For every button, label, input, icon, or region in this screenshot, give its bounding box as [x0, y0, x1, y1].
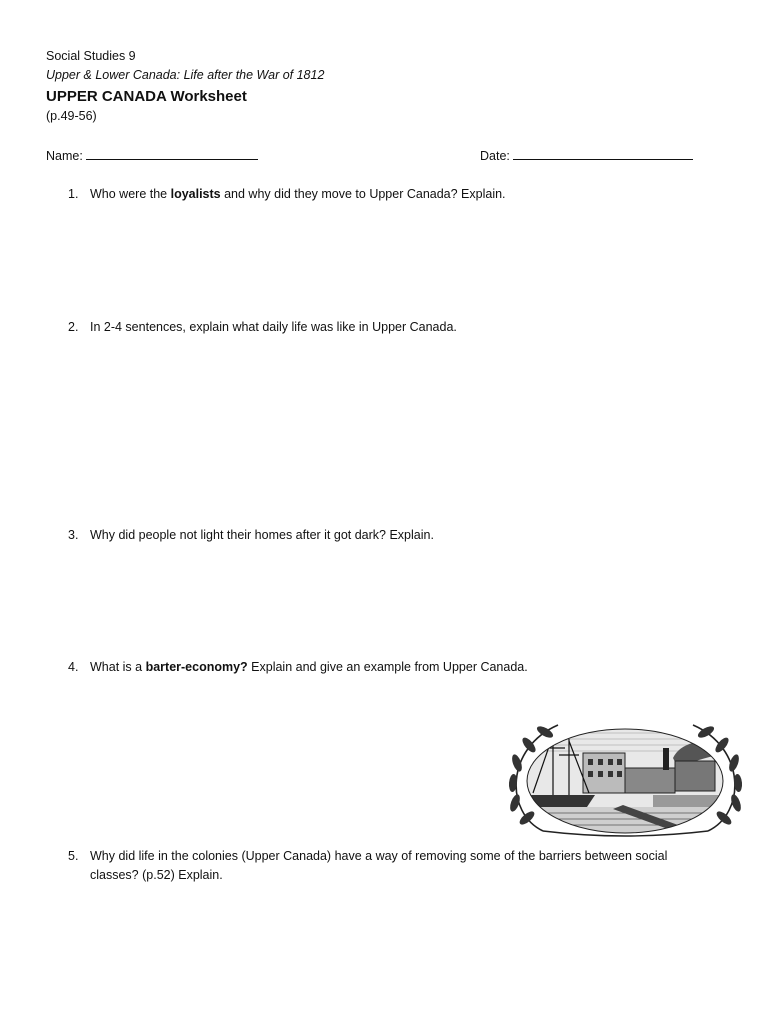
question-number: 2.	[68, 320, 79, 334]
name-field-row	[46, 147, 258, 164]
page-range: (p.49-56)	[46, 109, 97, 123]
question-text: Who were the loyalists and why did they move to Upper Canada? Explain.	[90, 187, 506, 201]
question-text: Why did people not light their homes after it got dark? Explain.	[90, 528, 434, 542]
question-number: 3.	[68, 528, 79, 542]
name-label: Name:	[46, 149, 83, 163]
question-number: 4.	[68, 660, 79, 674]
question-number: 5.	[68, 849, 79, 863]
unit-subtitle: Upper & Lower Canada: Life after the War of 1812	[46, 68, 325, 82]
date-field-row	[480, 147, 693, 164]
date-blank-line[interactable]	[513, 147, 693, 160]
name-blank-line[interactable]	[86, 147, 258, 160]
harbour-engraving-icon	[503, 713, 748, 843]
course-name: Social Studies 9	[46, 49, 136, 63]
question-text: What is a barter-economy? Explain and give an example from Upper Canada.	[90, 660, 528, 674]
worksheet-title: UPPER CANADA Worksheet	[46, 88, 247, 105]
question-text: In 2-4 sentences, explain what daily life was like in Upper Canada.	[90, 320, 457, 334]
date-label: Date:	[480, 149, 510, 163]
question-number: 1.	[68, 187, 79, 201]
question-text: Why did life in the colonies (Upper Canada) have a way of removing some of the barriers between social classes? (p.52) Explain.	[90, 849, 668, 882]
